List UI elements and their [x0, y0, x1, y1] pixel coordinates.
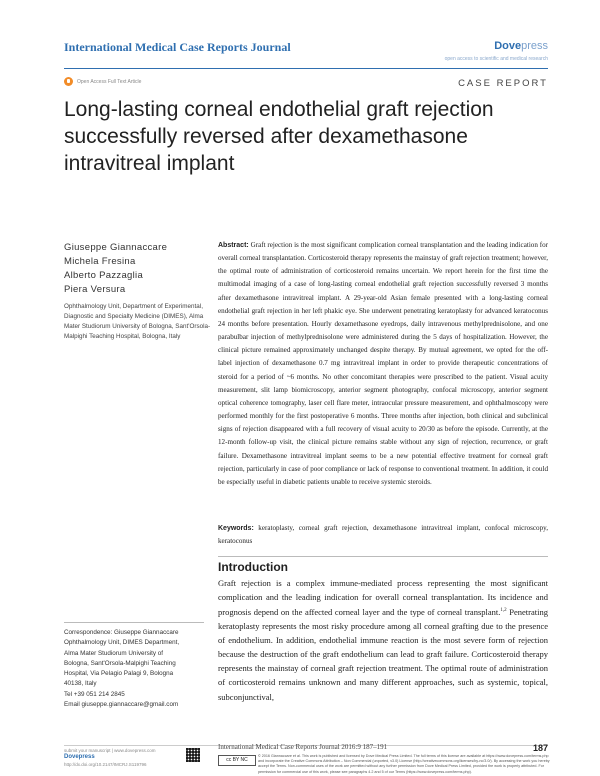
- keywords-label: Keywords:: [218, 525, 254, 532]
- correspondence-label: Correspondence: Giuseppe Giannaccare: [64, 629, 179, 636]
- introduction-heading: Introduction: [218, 560, 288, 574]
- correspondence-line: Hospital, Via Pelagio Palagi 9, Bologna: [64, 670, 174, 678]
- abstract: [218, 239, 548, 489]
- correspondence-line: Alma Mater Studiorum University of: [64, 649, 164, 657]
- intro-text-a: Graft rejection is a complex immune-mediated process representing the most significant complication and the leading indication for overall corneal transplantation. Its incidence and prognosis depend on the affected corneal layer and the type of corneal transplant.: [218, 578, 548, 618]
- publisher-logo-bold: Dove: [494, 40, 522, 52]
- correspondence-phone: Tel +39 051 214 2845: [64, 690, 125, 698]
- footer-dovepress-logo: Dovepress: [64, 754, 95, 760]
- citation-ref: 1,2: [500, 608, 507, 614]
- author-list: [64, 241, 167, 297]
- section-rule: [218, 556, 548, 557]
- article-title: Long-lasting corneal endothelial graft rejection successfully reversed after dexamethasone intravitreal implant: [64, 98, 494, 175]
- abstract-label: Abstract:: [218, 242, 249, 249]
- author-affiliation: Ophthalmology Unit, Department of Experimental, Diagnostic and Specialty Medicine (DIMES), Alma Mater Studiorum University of Bologna, Sant'Orsola-Malpighi Teaching Hospital, Bologna, Italy: [64, 303, 211, 340]
- author-name: Michela Fresina: [64, 256, 136, 267]
- correspondence: [64, 628, 214, 710]
- correspondence-line: Ophthalmology Unit, DIMES Department,: [64, 639, 180, 647]
- keywords: [218, 522, 548, 548]
- correspondence-line: 40138, Italy: [64, 680, 97, 688]
- header-rule: [64, 68, 548, 69]
- article-type: CASE REPORT: [458, 78, 548, 89]
- keywords-text: keratoplasty, corneal graft rejection, dexamethasone intravitreal implant, confocal microscopy, keratoconus: [218, 524, 549, 545]
- license-text: © 2016 Giannaccare et al. This work is published and licensed by Dove Medical Press Limited. The full terms of this license are available at https://www.dovepress.com/terms.php and incorporate the Creative Commons Attribution – Non Commercial (unported, v3.0) License (http://creativecommons.org/licenses/by-nc/3.0/). By accessing the work you hereby accept the Terms. Non-commercial uses of the work are permitted without any further permission from Dove Medical Press Limited, provided the work is properly attributed. For permission for commercial use of this work, please see paragraphs 4.2 and 5 of our Terms (https://www.dovepress.com/terms.php).: [258, 754, 550, 774]
- open-access-lock-icon: [64, 77, 73, 86]
- publisher-logo-light: press: [521, 40, 548, 52]
- correspondence-rule: [64, 622, 204, 623]
- submit-link[interactable]: submit your manuscript | www.dovepress.com: [64, 748, 156, 753]
- cc-license-icon: cc BY NC: [218, 755, 256, 766]
- publisher-logo: [494, 40, 548, 52]
- intro-text-b: Penetrating keratoplasty represents the most risky procedure among all corneal grafting due to the presence of endothelium. In addition, endothelial immune reaction is the most severe form of rejection because the destruction of the graft endothelium can lead to graft failure. Corticosteroid therapy represents the mainstay of corneal graft rejection treatment. The optimal route of administration of corticosteroid remains unknown and many different approaches, such as systemic, topical, subconjunctival,: [218, 607, 548, 702]
- doi-link[interactable]: http://dx.doi.org/10.2147/IMCRJ.S119796: [64, 762, 147, 767]
- page-number: 187: [532, 743, 548, 753]
- author-name: Alberto Pazzaglia: [64, 270, 144, 281]
- introduction-text: [218, 576, 548, 704]
- publisher-tagline: open access to scientific and medical research: [444, 56, 548, 62]
- open-access-badge: [64, 77, 141, 86]
- qr-code-icon: [186, 748, 200, 762]
- footer-submit-block: [64, 747, 204, 768]
- author-name: Giuseppe Giannaccare: [64, 242, 168, 253]
- footer-citation: International Medical Case Reports Journal 2016:9 187–191: [218, 743, 388, 751]
- author-name: Piera Versura: [64, 284, 126, 295]
- correspondence-line: Bologna, Sant'Orsola-Malpighi Teaching: [64, 659, 176, 667]
- journal-name: International Medical Case Reports Journal: [64, 40, 291, 54]
- open-access-label: Open Access Full Text Article: [77, 78, 142, 85]
- correspondence-email[interactable]: Email giuseppe.giannaccare@gmail.com: [64, 701, 179, 709]
- abstract-text: Graft rejection is the most significant complication corneal transplantation and the leading indication for overall corneal transplantation. Corticosteroid therapy represents the mainstay of graft rejection treatment; however, the optimal route of administration of corticosteroid remains uncertain. We report herein for the first time the multimodal imaging of a case of long-lasting corneal endothelial graft rejection successfully reversed 3 months after dexamethasone intravitreal implant. A 29-year-old Asian female presented with a long-lasting corneal endothelial graft rejection in her left phakic eye. She underwent penetrating keratoplasty for advanced keratoconus 24 months before presentation. Hourly dexamethasone eyedrops, daily intravenous methylprednisolone, and one parabulbar injection of methylprednisolone were administered during the 5 days of hospitalization. However, the clinical picture remained approximately unchanged despite therapy. By mutual agreement, we opted for the off-label injection of dexamethasone 0.7 mg intravitreal implant in order to provide therapeutic concentrations of steroid for a period of ~6 months. No other concomitant therapies were prescribed to the patient. Visual acuity measurement, slit lamp biomicroscopy, anterior segment photography, confocal microscopy, anterior segment optical coherence tomography, laser cell flare meter, intraocular pressure measurement, and ophthalmoscopy were performed monthly for the first postoperative 6 months. Three months after injection, both clinical and subclinical signs of rejection disappeared with a full recovery of visual acuity to 20/30 as before the episode. Currently, at the 12-month follow-up visit, the clinical picture remains stable without any sign of rejection, recurrence, or graft failure. Dexamethasone intravitreal implant seems to be a new potential effective treatment for corneal graft rejection, particularly in case of poor compliance or lack of response to conventional treatment. In addition, it could be especially useful in diabetic patients unable to receive systemic steroids.: [218, 241, 549, 486]
